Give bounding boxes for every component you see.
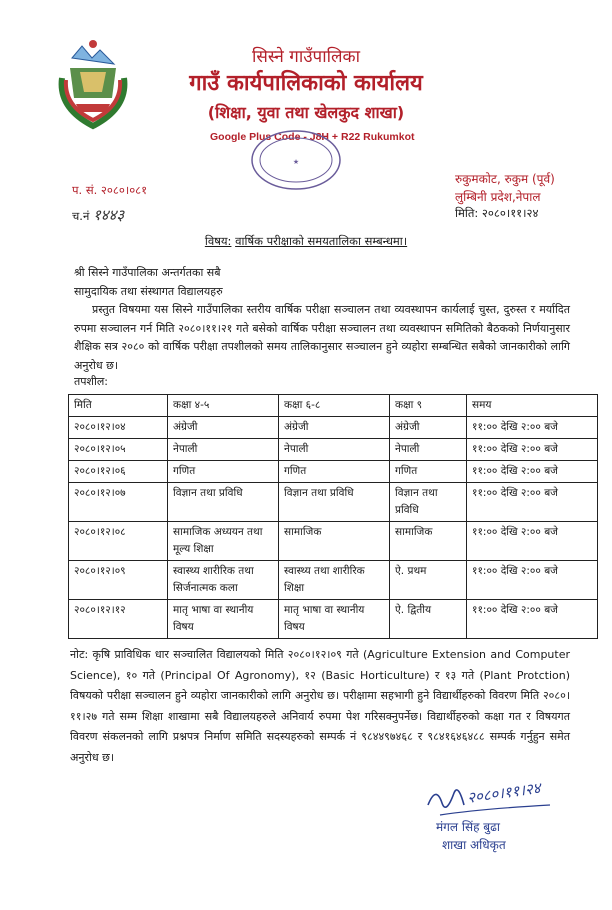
table-cell: नेपाली xyxy=(390,439,467,461)
table-cell: २०८०।१२।०६ xyxy=(69,461,168,483)
table-cell: ११:०० देखि २:०० बजे xyxy=(467,600,598,639)
col-header-time: समय xyxy=(467,395,598,417)
recipient-line-2: सामुदायिक तथा संस्थागत विद्यालयहरु xyxy=(74,285,223,298)
table-cell: गणित xyxy=(168,461,279,483)
table-cell: सामाजिक xyxy=(279,522,390,561)
table-cell: सामाजिक अध्ययन तथा मूल्य शिक्षा xyxy=(168,522,279,561)
office-stamp-icon xyxy=(248,128,344,192)
signature-icon xyxy=(420,775,570,855)
table-cell: ११:०० देखि २:०० बजे xyxy=(467,439,598,461)
table-cell: ११:०० देखि २:०० बजे xyxy=(467,483,598,522)
chalani-number xyxy=(72,205,124,225)
table-cell: मातृ भाषा वा स्थानीय विषय xyxy=(168,600,279,639)
col-header-class-9: कक्षा ९ xyxy=(390,395,467,417)
col-header-date: मिति xyxy=(69,395,168,417)
table-header-row xyxy=(69,395,598,417)
table-cell: ११:०० देखि २:०० बजे xyxy=(467,417,598,439)
tapsil-label: तपशील: xyxy=(74,375,109,388)
svg-text:मंगल सिंह बुढा: मंगल सिंह बुढा xyxy=(436,820,501,834)
subject-prefix: विषय: xyxy=(204,234,232,248)
recipient-line-1: श्री सिस्ने गाउँपालिका अन्तर्गतका सबै xyxy=(74,266,221,279)
table-row xyxy=(69,561,598,600)
table-cell: २०८०।१२।०७ xyxy=(69,483,168,522)
col-header-class-6-8: कक्षा ६-८ xyxy=(279,395,390,417)
table-cell: नेपाली xyxy=(279,439,390,461)
subject-text: वार्षिक परीक्षाको समयतालिका सम्बन्धमा। xyxy=(235,234,408,248)
table-cell: विज्ञान तथा प्रविधि xyxy=(390,483,467,522)
table-cell: मातृ भाषा वा स्थानीय विषय xyxy=(279,600,390,639)
table-cell: गणित xyxy=(390,461,467,483)
table-row xyxy=(69,600,598,639)
office-name: गाउँ कार्यपालिकाको कार्यालय xyxy=(189,71,423,96)
svg-text:२०८०।११।२४: २०८०।११।२४ xyxy=(466,778,542,807)
table-cell: २०८०।१२।०८ xyxy=(69,522,168,561)
address-line-2: लुम्बिनी प्रदेश,नेपाल xyxy=(455,190,541,204)
table-cell: अंग्रेजी xyxy=(390,417,467,439)
body-paragraph: प्रस्तुत विषयमा यस सिस्ने गाउँपालिका स्तरीय वार्षिक परीक्षा सञ्चालन तथा व्यवस्थापन कार्यलाई चुस्त, दुरुस्त र मर्यादित रुपमा सञ्चालन गर्न मिति २०८०।११।२१ गते बसेको वार्षिक परीक्षा सञ्चालन तथा व्यवस्थापन समितिको बैठकको निर्णयानुसार शैक्षिक सत्र २०८० को वार्षिक परीक्षा तपशीलको समय तालिकानुसार सञ्चालन हुने व्यहोरा सम्बन्धित सबैको जानकारीको लागि अनुरोध छ। xyxy=(74,303,570,372)
col-header-class-4-5: कक्षा ४-५ xyxy=(168,395,279,417)
table-cell: स्वास्थ्य शारीरिक तथा सिर्जनात्मक कला xyxy=(168,561,279,600)
table-cell: सामाजिक xyxy=(390,522,467,561)
plus-code: Google Plus Code - J8H + R22 Rukumkot xyxy=(210,131,415,143)
table-cell: ११:०० देखि २:०० बजे xyxy=(467,461,598,483)
table-cell: विज्ञान तथा प्रविधि xyxy=(168,483,279,522)
table-row xyxy=(69,483,598,522)
table-cell: २०८०।१२।०५ xyxy=(69,439,168,461)
table-cell: नेपाली xyxy=(168,439,279,461)
table-cell: ऐ. प्रथम xyxy=(390,561,467,600)
table-row xyxy=(69,522,598,561)
table-cell: अंग्रेजी xyxy=(168,417,279,439)
table-cell: स्वास्थ्य तथा शारीरिक शिक्षा xyxy=(279,561,390,600)
patra-sankhya: प. सं. २०८०।०८१ xyxy=(72,183,148,197)
table-cell: २०८०।१२।०९ xyxy=(69,561,168,600)
org-name: सिस्ने गाउँपालिका xyxy=(252,47,360,67)
chalani-value: १४४३ xyxy=(93,206,125,224)
subject-line xyxy=(0,234,612,249)
table-cell: ऐ. द्वितीय xyxy=(390,600,467,639)
address-line-1: रुकुमकोट, रुकुम (पूर्व) xyxy=(455,172,555,186)
chalani-label: च.नं xyxy=(72,209,90,223)
table-cell: २०८०।१२।१२ xyxy=(69,600,168,639)
table-cell: अंग्रेजी xyxy=(279,417,390,439)
table-row xyxy=(69,417,598,439)
note-paragraph: नोट: कृषि प्राविधिक धार सञ्चालित विद्यालयको मिति २०८०।१२।०९ गते (Agriculture Extension and Computer Science), १० गते (Principal Of Agronomy), १२ (Basic Horticulture) र १३ गते (Plant Protction) विषयको परीक्षा सञ्चालन हुने व्यहोरा जानकारीको लागि अनुरोध छ। परीक्षामा सहभागी हुने विद्यार्थीहरुको विवरण मिति २०८०।११।२७ गते सम्म शिक्षा शाखामा सबै विद्यालयहरुले अनिवार्य रुपमा पेश गरिसक्नुपर्नेछ। विद्यार्थीहरुको कक्षा गत र विषयगत विवरण संकलनको लागि प्रश्नपत्र निर्माण समिति सदस्यहरुको सम्पर्क नं ९८४४९७४६८ र ९८४१६४६४८८ सम्पर्क गर्नुहुन समेत अनुरोध छ। xyxy=(70,648,570,764)
table-cell: ११:०० देखि २:०० बजे xyxy=(467,561,598,600)
exam-schedule-table xyxy=(68,394,598,639)
table-cell: विज्ञान तथा प्रविधि xyxy=(279,483,390,522)
svg-text:शाखा अधिकृत: शाखा अधिकृत xyxy=(442,838,506,852)
svg-text:★: ★ xyxy=(292,158,300,166)
table-row xyxy=(69,461,598,483)
table-cell: गणित xyxy=(279,461,390,483)
letter-date: मिति: २०८०।११।२४ xyxy=(455,206,539,220)
branch-name: (शिक्षा, युवा तथा खेलकुद शाखा) xyxy=(207,103,405,122)
table-row xyxy=(69,439,598,461)
table-cell: ११:०० देखि २:०० बजे xyxy=(467,522,598,561)
table-cell: २०८०।१२।०४ xyxy=(69,417,168,439)
